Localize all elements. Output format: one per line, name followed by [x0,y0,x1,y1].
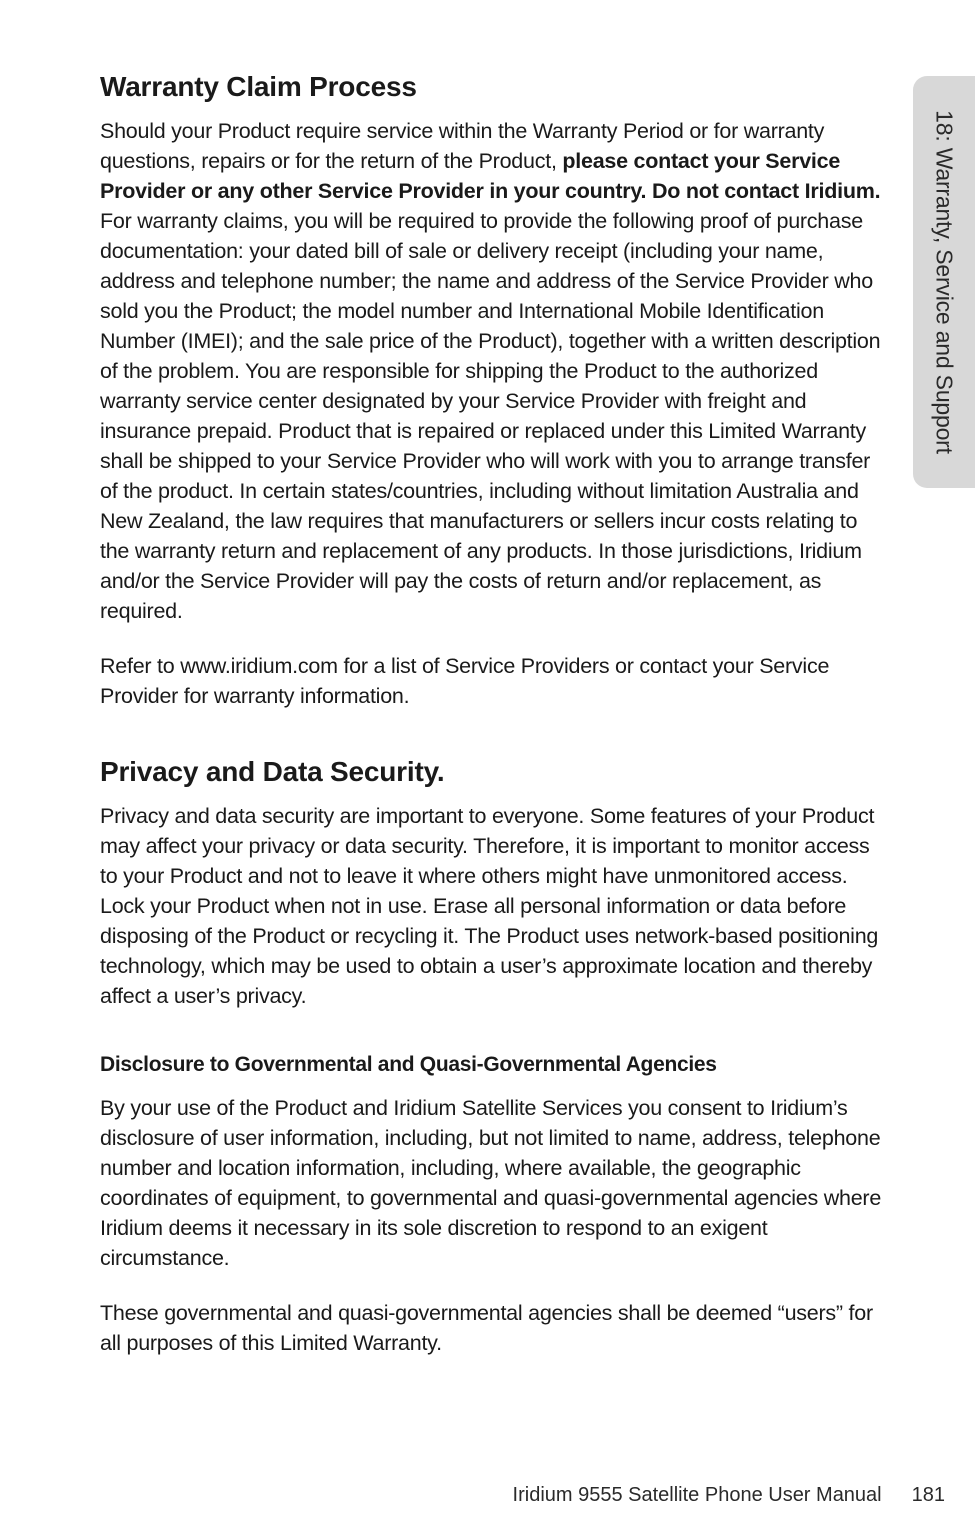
warranty-claim-paragraph [100,116,890,626]
warranty-claim-text-b: For warranty claims, you will be required to provide the following proof of purchase documentation: your dated bill of sale or delivery receipt (including your name, address and telephone number; the name and address of the Service Provider who sold you the Product; the model number and International Mobile Identification Number (IMEI); and the sale price of the Product), together with a written description of the problem. You are responsible for shipping the Product to the authorized warranty service center designated by your Service Provider with freight and insurance prepaid. Product that is repaired or replaced under this Limited Warranty shall be shipped to your Service Provider who will work with you to arrange transfer of the product. In certain states/countries, including without limitation Australia and New Zealand, the law requires that manufacturers or sellers incur costs relating to the warranty return and replacement of any products. In those jurisdictions, Iridium and/or the Service Provider will pay the costs of return and/or replacement, as required. [100,209,881,623]
footer-manual-title: Iridium 9555 Satellite Phone User Manual [512,1484,882,1506]
agencies-paragraph: These governmental and quasi-governmental agencies shall be deemed “users” for all purposes of this Limited Warranty. [100,1301,873,1355]
disclosure-subheading: Disclosure to Governmental and Quasi-Governmental Agencies [100,1053,717,1076]
privacy-paragraph: Privacy and data security are important to everyone. Some features of your Product may affect your privacy or data security. Therefore, it is important to monitor access to your Product and not to leave it where others might have unmonitored access. Lock your Product when not in use. Erase all personal information or data before disposing of the Product or recycling it. The Product uses network-based positioning technology, which may be used to obtain a user’s approximate location and thereby affect a user’s privacy. [100,804,879,1008]
footer-page-number: 181 [911,1484,945,1506]
privacy-heading: Privacy and Data Security. [100,756,445,787]
chapter-side-tab-label: 18: Warranty, Service and Support [931,110,958,454]
page-content [100,68,890,1383]
service-provider-reference-paragraph: Refer to www.iridium.com for a list of Service Providers or contact your Service Provider for warranty information. [100,654,830,708]
page-footer [513,1484,945,1507]
chapter-side-tab [913,76,975,488]
warranty-claim-heading: Warranty Claim Process [100,71,417,102]
disclosure-paragraph: By your use of the Product and Iridium Satellite Services you consent to Iridium’s disclosure of user information, including, but not limited to name, address, telephone number and location information, including, where available, the geographic coordinates of equipment, to governmental and quasi-governmental agencies where Iridium deems it necessary in its sole discretion to respond to an exigent circumstance. [100,1096,882,1270]
warranty-claim-bold-text: please contact your Service Provider or any other Service Provider in your country. Do not contact Iridium. [100,149,881,203]
warranty-claim-text-a: Should your Product require service within the Warranty Period or for warranty questions, repairs or for the return of the Product, [100,119,825,173]
